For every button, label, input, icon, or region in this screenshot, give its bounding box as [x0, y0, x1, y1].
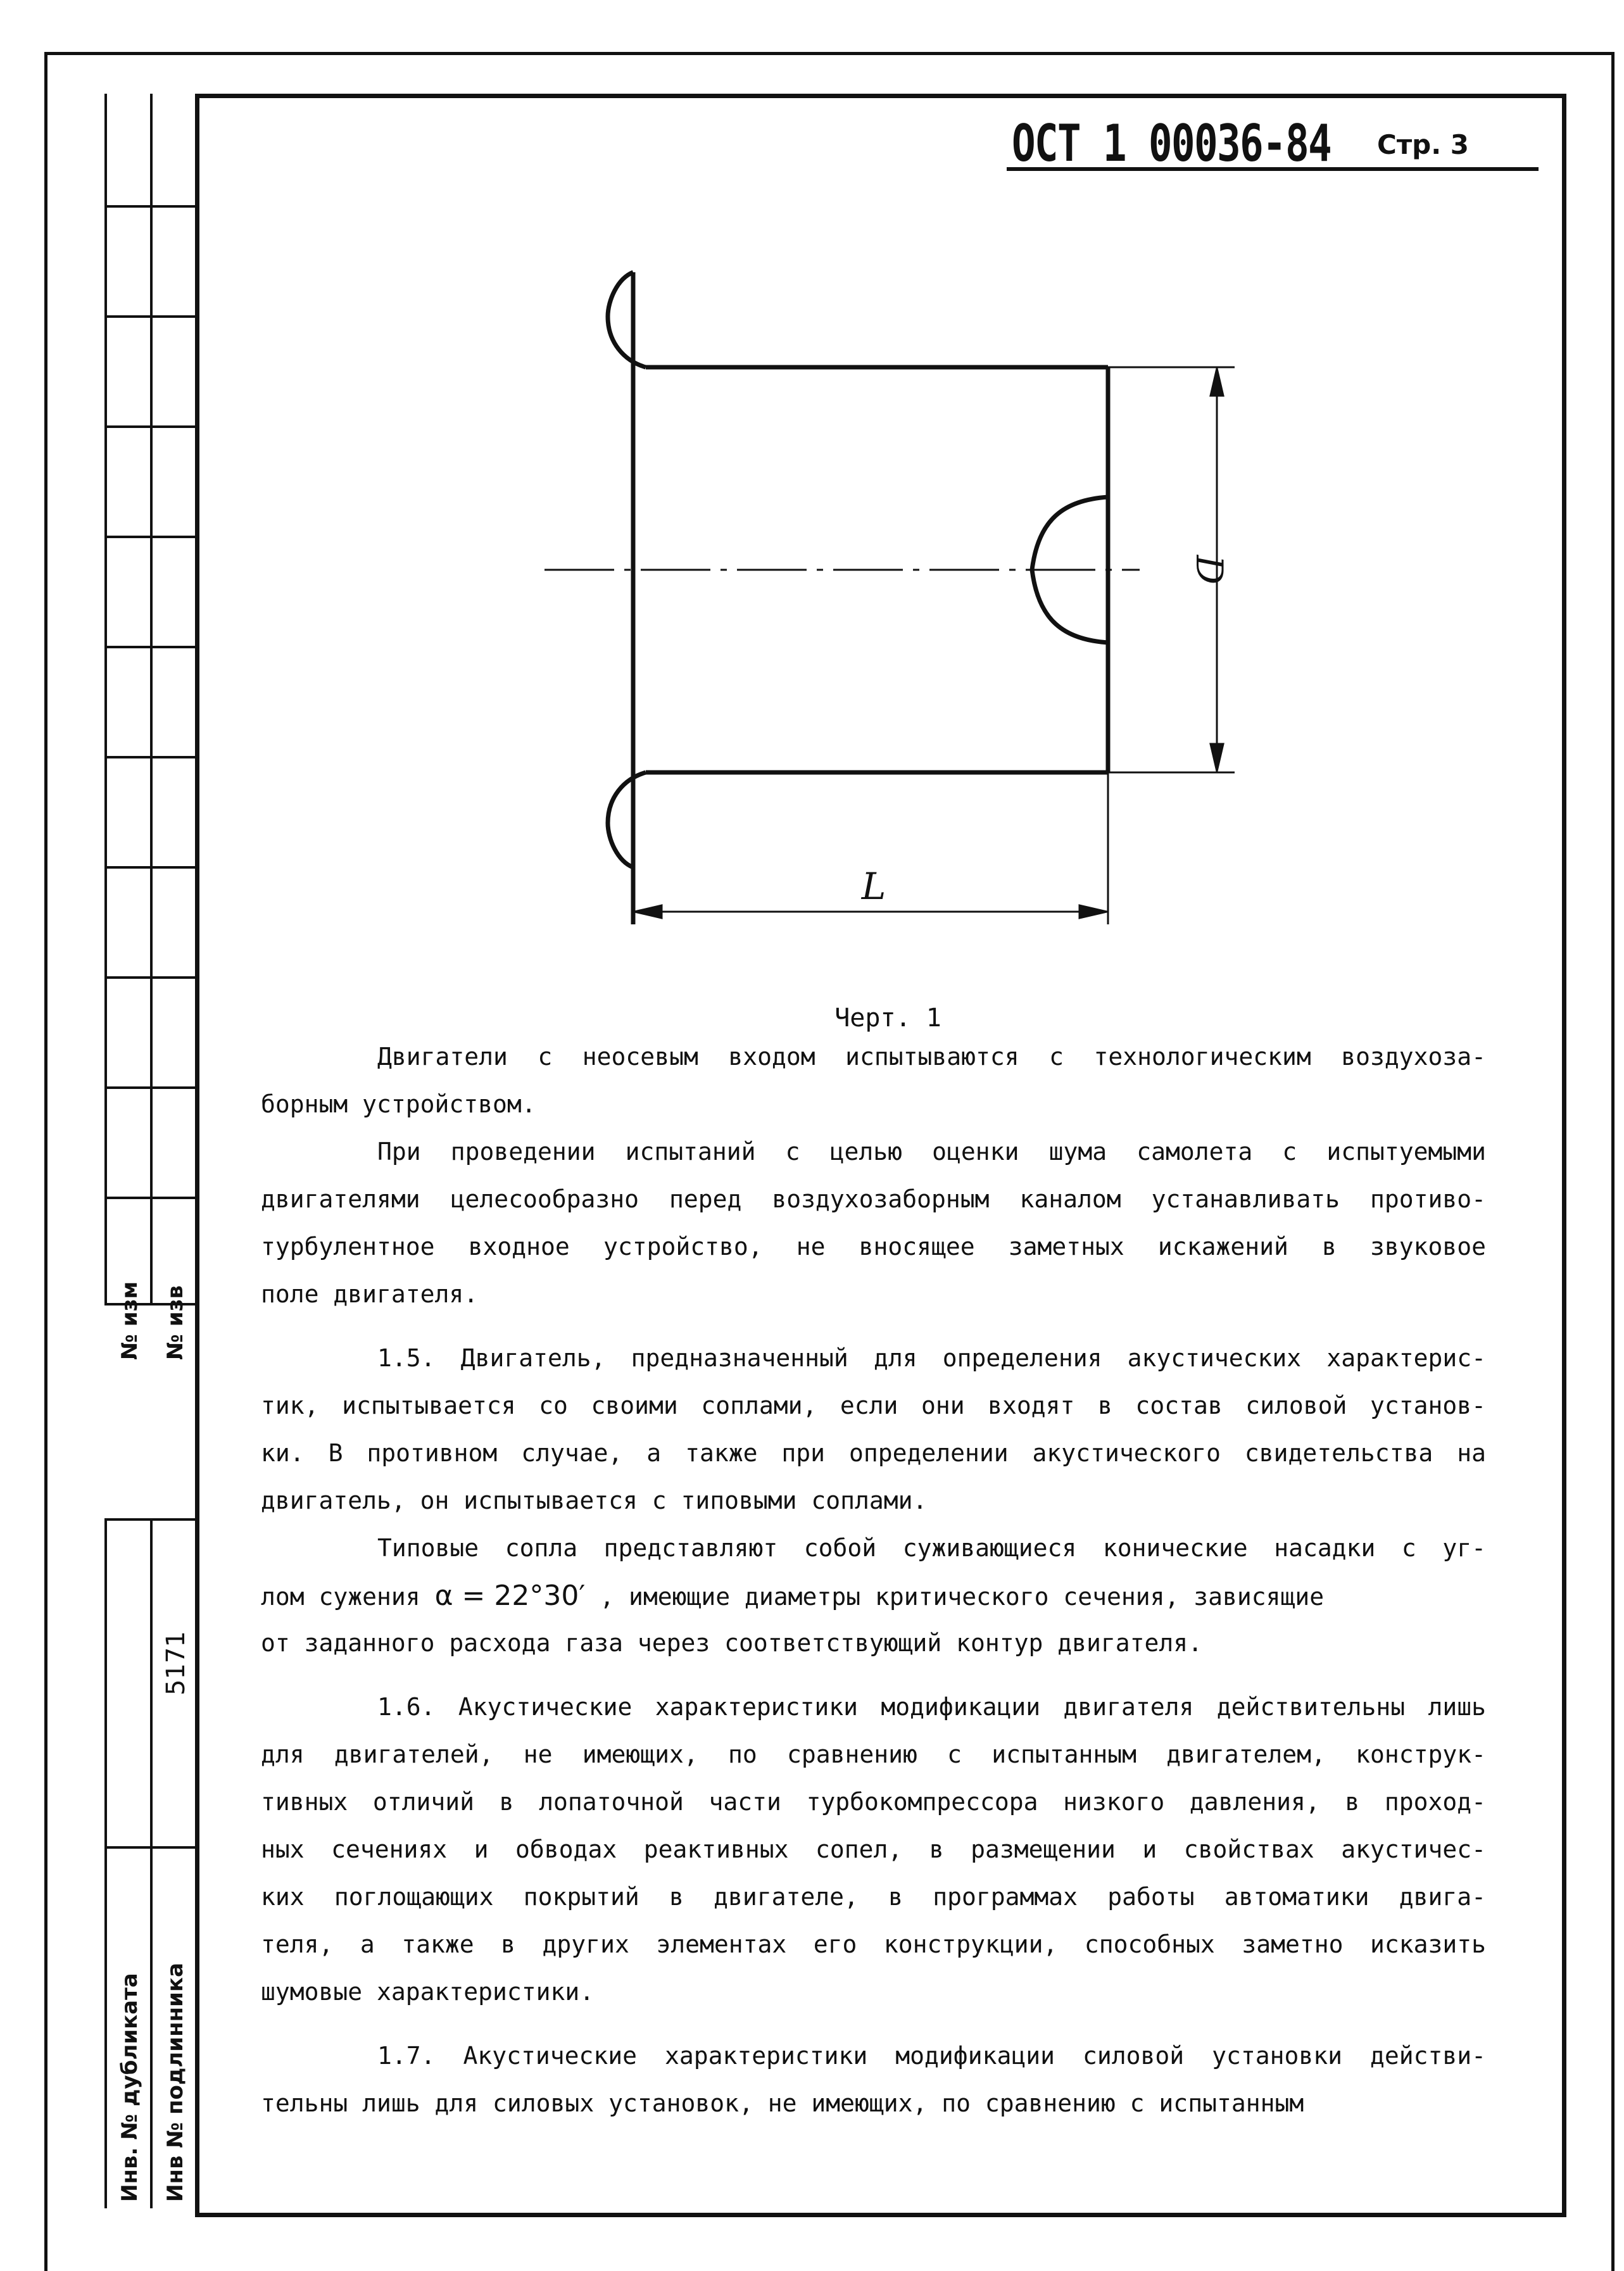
text-line: Двигатели с неосевым входом испытываются с технологическим воздухоза-	[377, 1043, 1486, 1071]
dim-l-arrow-right	[1080, 905, 1107, 918]
text-line: шумовые характеристики.	[261, 1978, 595, 2006]
bottom-bead-outline	[608, 772, 646, 867]
paragraph-gap	[261, 1318, 1486, 1335]
strip-row-line	[104, 536, 195, 538]
alpha-formula: α = 22°30′	[434, 1580, 586, 1612]
text-line: двигателями целесообразно перед воздухозаборным каналом устанавливать противо-	[261, 1185, 1486, 1213]
dublikat-label: Инв. № дубликата	[117, 1973, 142, 2202]
text-line: При проведении испытаний с целью оценки шума самолета с испытуемыми	[377, 1138, 1486, 1166]
strip-row-line	[104, 1086, 195, 1089]
text-line: поле двигателя.	[261, 1280, 479, 1308]
izv-label: № изв	[163, 1285, 188, 1360]
text-line: Типовые сопла представляют собой суживающиеся конические насадки с уг-	[377, 1534, 1486, 1562]
dim-l-arrow-left	[634, 905, 662, 918]
dim-d-arrow-top	[1211, 368, 1223, 396]
page-number: Стр. 3	[1377, 129, 1470, 160]
dim-l-label: L	[861, 865, 886, 908]
strip-row-line	[104, 1197, 195, 1199]
header-underline	[1007, 167, 1539, 171]
text-line: теля, а также в других элементах его конструкции, способных заметно исказить	[261, 1930, 1486, 1958]
strip-row-line	[104, 756, 195, 758]
text-fragment: лом сужения	[261, 1583, 420, 1611]
strip-row-line	[104, 1518, 195, 1521]
text-line: 1.5. Двигатель, предназначенный для определения акустических характерис-	[377, 1344, 1486, 1372]
margin-stamp-strip	[104, 94, 195, 2208]
figure-caption: Черт. 1	[834, 1003, 941, 1033]
engine-inlet-drawing	[532, 253, 1254, 950]
text-line: тивных отличий в лопаточной части турбокомпрессора низкого давления, в проход-	[261, 1788, 1486, 1816]
strip-column-line	[104, 94, 107, 1303]
text-fragment: , имеющие диаметры критического сечения, зависящие	[600, 1583, 1325, 1611]
dim-d-arrow-bottom	[1211, 744, 1223, 771]
strip-row-line	[104, 425, 195, 428]
strip-column-line	[150, 1518, 153, 2208]
text-line: ных сечениях и обводах реактивных сопел, в размещении и свойствах акустичес-	[261, 1835, 1486, 1863]
text-line: 1.7. Акустические характеристики модификации силовой установки действи-	[377, 2042, 1486, 2070]
text-line: ких поглощающих покрытий в двигателе, в программах работы автоматики двига-	[261, 1883, 1486, 1911]
document-code: ОСТ 1 00036-84	[1012, 114, 1331, 173]
strip-row-line	[104, 976, 195, 979]
strip-row-line	[104, 315, 195, 318]
strip-column-line	[150, 94, 153, 1303]
podlinnik-label: Инв № подлинника	[163, 1963, 188, 2202]
podlinnik-number: 5171	[161, 1631, 191, 1695]
text-line: борным устройством.	[261, 1090, 536, 1118]
text-line: тельны лишь для силовых установок, не имеющих, по сравнению с испытанным	[261, 2089, 1304, 2117]
izm-label: № изм	[117, 1281, 142, 1360]
top-bead-outline	[608, 272, 646, 367]
dim-d-label: D	[1188, 555, 1231, 585]
strip-row-line	[104, 1846, 195, 1849]
strip-row-line	[104, 205, 195, 208]
paragraph-gap	[261, 2016, 1486, 2032]
strip-row-line	[104, 866, 195, 869]
text-line: двигатель, он испытывается с типовыми соплами.	[261, 1487, 928, 1514]
paragraph-gap	[261, 1667, 1486, 1683]
text-line: тик, испытывается со своими соплами, если они входят в состав силовой установ-	[261, 1392, 1486, 1419]
text-line-formula	[261, 1572, 1486, 1620]
text-line: турбулентное входное устройство, не вносящее заметных искажений в звуковое	[261, 1233, 1486, 1261]
text-line: ки. В противном случае, а также при определении акустического свидетельства на	[261, 1439, 1486, 1467]
text-line: для двигателей, не имеющих, по сравнению с испытанным двигателем, конструк-	[261, 1740, 1486, 1768]
strip-row-line	[104, 646, 195, 648]
text-line: от заданного расхода газа через соответствующий контур двигателя.	[261, 1629, 1203, 1657]
body-text	[261, 1033, 1486, 2127]
text-line: 1.6. Акустические характеристики модификации двигателя действительны лишь	[377, 1693, 1486, 1721]
strip-column-line	[104, 1518, 107, 2208]
